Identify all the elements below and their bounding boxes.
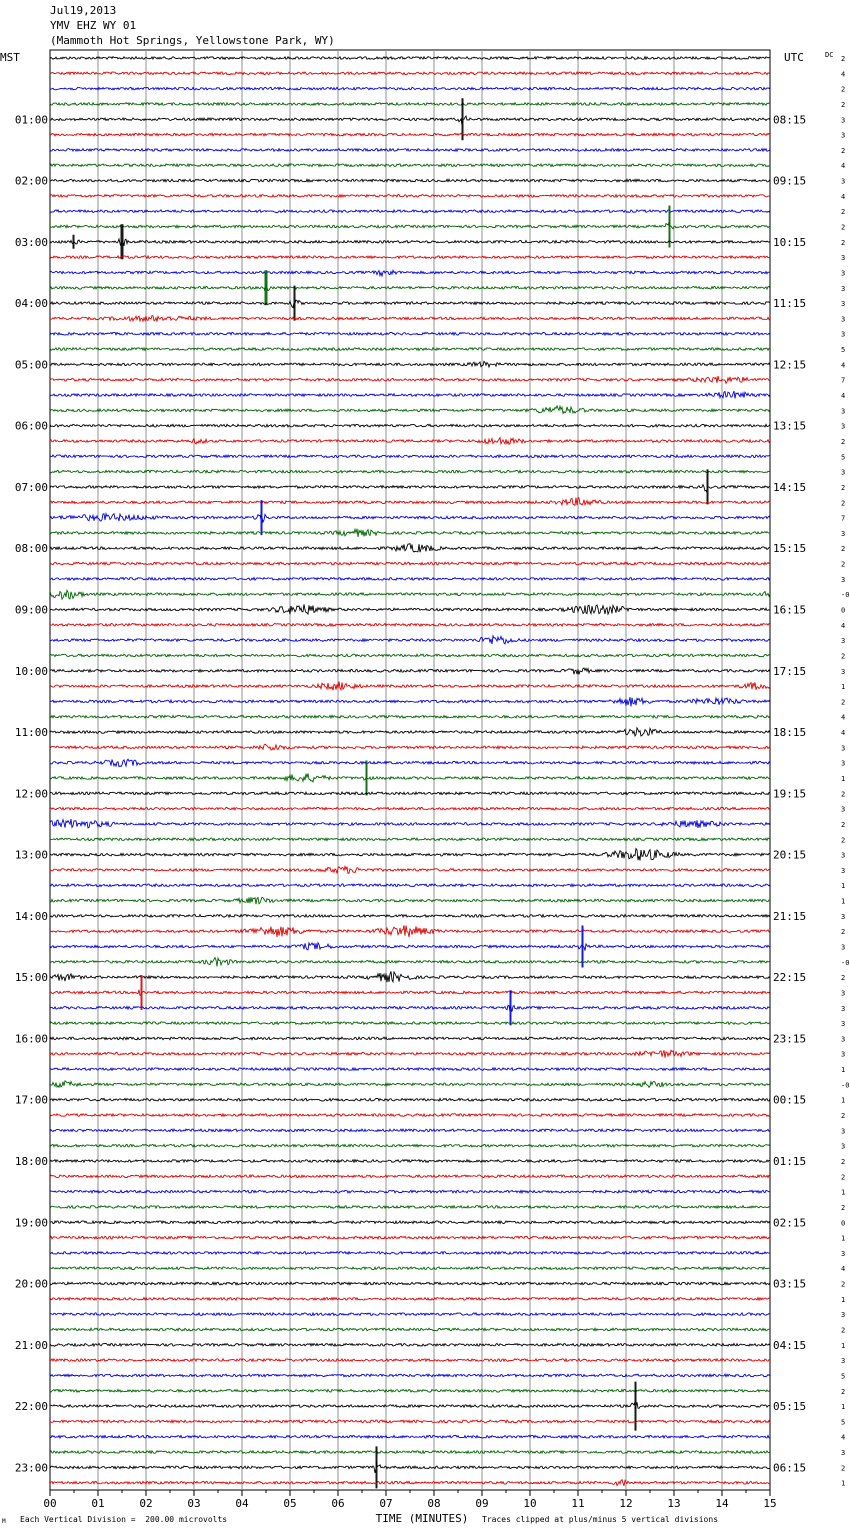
x-tick-label: 10: [523, 1497, 537, 1510]
x-tick-label: 14: [715, 1497, 729, 1510]
footer-mark: M: [2, 1518, 6, 1525]
right-hour-label: 17:15: [773, 664, 807, 678]
trace-line: [50, 1451, 770, 1454]
trace-line: [50, 1144, 770, 1147]
dc-offset-label: 3: [841, 300, 846, 309]
left-hour-label: 11:00: [14, 726, 48, 740]
trace-line: [50, 807, 770, 810]
trace-line: [50, 133, 770, 136]
dc-offset-label: 2: [841, 1280, 846, 1289]
trace-line: [50, 604, 770, 614]
trace-line: [50, 915, 770, 918]
dc-offset-label: 1: [841, 1295, 846, 1304]
left-hour-label: 07:00: [14, 480, 48, 494]
dc-offset-label: 2: [841, 100, 846, 109]
x-tick-label: 09: [475, 1497, 489, 1510]
dc-offset-label: 1: [841, 1096, 846, 1105]
dc-offset-label: 3: [841, 269, 846, 278]
x-tick-label: 02: [139, 1497, 153, 1510]
dc-header-label: DC: [825, 51, 834, 59]
left-hour-label: 15:00: [14, 971, 48, 985]
trace-line: [50, 179, 770, 182]
dc-offset-label: 2: [841, 223, 846, 232]
right-hour-label: 12:15: [773, 358, 807, 372]
dc-offset-label: 1: [841, 1403, 846, 1412]
dc-offset-label: 2: [841, 652, 846, 661]
left-hour-label: 09:00: [14, 603, 48, 617]
dc-offset-label: 4: [841, 70, 846, 79]
dc-offset-label: 3: [841, 468, 846, 477]
dc-offset-label: 2: [841, 1387, 846, 1396]
left-hour-label: 04:00: [14, 297, 48, 311]
trace-line: [50, 562, 770, 565]
dc-offset-label: 3: [841, 254, 846, 263]
trace-line: [50, 438, 770, 445]
trace-line: [50, 1175, 770, 1178]
dc-offset-label: 3: [841, 407, 846, 416]
dc-offset-label: 4: [841, 621, 846, 630]
right-hour-label: 20:15: [773, 848, 807, 862]
dc-offset-label: 3: [841, 1127, 846, 1136]
dc-offset-label: 2: [841, 560, 846, 569]
trace-line: [50, 498, 770, 506]
dc-offset-label: 4: [841, 361, 846, 370]
right-hour-label: 04:15: [773, 1338, 807, 1352]
dc-offset-label: 2: [841, 85, 846, 94]
x-tick-label: 06: [331, 1497, 345, 1510]
dc-offset-label: 4: [841, 729, 846, 738]
trace-line: [50, 1328, 770, 1331]
trace-line: [50, 1435, 770, 1438]
x-tick-label: 08: [427, 1497, 441, 1510]
x-axis-title: TIME (MINUTES): [375, 1512, 469, 1525]
dc-offset-label: 7: [841, 376, 846, 385]
dc-offset-label: 4: [841, 392, 846, 401]
trace-line: [50, 1359, 770, 1362]
dc-offset-label: 2: [841, 790, 846, 799]
chart-location: (Mammoth Hot Springs, Yellowstone Park, WY): [50, 34, 335, 47]
trace-line: [50, 87, 770, 90]
x-tick-label: 13: [667, 1497, 681, 1510]
trace-line: [50, 270, 770, 305]
left-hour-label: 12:00: [14, 787, 48, 801]
right-hour-label: 16:15: [773, 603, 807, 617]
right-hour-label: 14:15: [773, 480, 807, 494]
trace-line: [50, 958, 770, 967]
left-hour-label: 17:00: [14, 1093, 48, 1107]
x-tick-label: 11: [571, 1497, 585, 1510]
dc-offset-label: 1: [841, 897, 846, 906]
dc-offset-label: 3: [841, 177, 846, 186]
right-hour-label: 13:15: [773, 419, 807, 433]
right-hour-label: 00:15: [773, 1093, 807, 1107]
left-hour-label: 18:00: [14, 1154, 48, 1168]
dc-offset-label: 0: [841, 606, 846, 615]
trace-line: [50, 990, 770, 1025]
trace-line: [50, 1160, 770, 1163]
dc-offset-label: 2: [841, 1464, 846, 1473]
dc-offset-label: 1: [841, 683, 846, 692]
dc-offset-label: 3: [841, 989, 846, 998]
trace-line: [50, 1081, 770, 1088]
trace-line: [50, 715, 770, 718]
dc-offset-label: 3: [841, 1311, 846, 1320]
dc-offset-label: 3: [841, 1249, 846, 1258]
trace-line: [50, 1022, 770, 1025]
trace-line: [50, 728, 770, 736]
dc-offset-label: 3: [841, 637, 846, 646]
dc-offset-label: 2: [841, 55, 846, 63]
trace-line: [50, 1282, 770, 1285]
trace-line: [50, 1344, 770, 1347]
trace-line: [50, 544, 770, 553]
dc-offset-label: 3: [841, 1449, 846, 1458]
trace-line: [50, 529, 770, 537]
dc-offset-label: 2: [841, 545, 846, 554]
right-hour-label: 08:15: [773, 113, 807, 127]
dc-offset-label: 4: [841, 713, 846, 722]
left-hour-label: 03:00: [14, 235, 48, 249]
dc-offset-label: 5: [841, 1372, 846, 1381]
trace-line: [50, 1298, 770, 1301]
left-hour-label: 06:00: [14, 419, 48, 433]
dc-offset-label: 3: [841, 315, 846, 324]
x-tick-label: 15: [763, 1497, 777, 1510]
trace-line: [50, 1206, 770, 1209]
trace-line: [50, 654, 770, 657]
trace-line: [50, 103, 770, 106]
trace-line: [50, 1313, 770, 1316]
trace-line: [50, 348, 770, 351]
x-tick-label: 05: [283, 1497, 297, 1510]
trace-line: [50, 391, 770, 398]
trace-line: [50, 925, 770, 937]
trace-line: [50, 1480, 770, 1486]
dc-offset-label: 4: [841, 162, 846, 171]
left-hour-label: 08:00: [14, 542, 48, 556]
right-hour-label: 21:15: [773, 909, 807, 923]
dc-offset-label: 1: [841, 1479, 846, 1488]
trace-line: [50, 1190, 770, 1193]
right-hour-label: 22:15: [773, 971, 807, 985]
dc-offset-label: 5: [841, 1418, 846, 1427]
dc-offset-label: 2: [841, 1203, 846, 1212]
dc-offset-label: 4: [841, 1265, 846, 1274]
dc-offset-label: 3: [841, 744, 846, 753]
trace-line: [50, 1252, 770, 1255]
trace-line: [50, 376, 770, 383]
dc-offset-label: 2: [841, 1326, 846, 1335]
trace-line: [50, 1037, 770, 1040]
trace-line: [50, 578, 770, 581]
dc-offset-label: 1: [841, 882, 846, 891]
dc-offset-label: 2: [841, 499, 846, 508]
right-hour-label: 02:15: [773, 1216, 807, 1230]
dc-offset-label: 3: [841, 1142, 846, 1151]
dc-offset-label: 3: [841, 422, 846, 431]
dc-offset-label: 5: [841, 346, 846, 355]
dc-offset-label: 3: [841, 575, 846, 584]
trace-line: [50, 897, 770, 904]
trace-line: [50, 1129, 770, 1132]
right-hour-label: 11:15: [773, 297, 807, 311]
dc-offset-label: 3: [841, 1357, 846, 1366]
dc-offset-label: 3: [841, 1004, 846, 1013]
dc-offset-label: 3: [841, 912, 846, 921]
dc-offset-label: 2: [841, 146, 846, 155]
dc-offset-label: 3: [841, 529, 846, 538]
x-tick-label: 04: [235, 1497, 249, 1510]
dc-offset-label: 0: [841, 1219, 846, 1228]
x-tick-label: 07: [379, 1497, 393, 1510]
trace-line: [50, 149, 770, 152]
dc-offset-label: 2: [841, 1112, 846, 1121]
trace-line: [50, 636, 770, 644]
trace-line: [50, 668, 770, 674]
trace-line: [50, 744, 770, 750]
right-hour-label: 09:15: [773, 174, 807, 188]
trace-line: [50, 624, 770, 627]
trace-line: [50, 316, 770, 322]
chart-date: Jul19,2013: [50, 4, 117, 17]
dc-offset-label: -0: [841, 591, 850, 600]
right-hour-label: 05:15: [773, 1400, 807, 1414]
trace-line: [50, 792, 770, 795]
dc-offset-label: -0: [841, 1081, 850, 1090]
dc-offset-label: 3: [841, 943, 846, 952]
left-hour-label: 16:00: [14, 1032, 48, 1046]
x-tick-label: 12: [619, 1497, 633, 1510]
trace-line: [50, 72, 770, 75]
dc-offset-label: 1: [841, 1341, 846, 1350]
left-hour-label: 05:00: [14, 358, 48, 372]
right-hour-label: 01:15: [773, 1154, 807, 1168]
trace-line: [50, 469, 770, 504]
left-hour-label: 20:00: [14, 1277, 48, 1291]
dc-offset-label: 1: [841, 1066, 846, 1075]
trace-line: [50, 1114, 770, 1117]
trace-line: [50, 975, 770, 1010]
trace-line: [50, 470, 770, 473]
dc-offset-label: 2: [841, 820, 846, 829]
dc-offset-label: 3: [841, 667, 846, 676]
trace-line: [50, 682, 770, 691]
trace-line: [50, 361, 770, 367]
footer-clip-note: Traces clipped at plus/minus 5 vertical divisions: [482, 1515, 719, 1524]
trace-line: [50, 590, 770, 599]
trace-line: [50, 1374, 770, 1377]
trace-line: [50, 1221, 770, 1224]
left-hour-label: 14:00: [14, 909, 48, 923]
right-hour-label: 03:15: [773, 1277, 807, 1291]
dc-offset-label: 3: [841, 116, 846, 125]
dc-offset-label: 2: [841, 437, 846, 446]
trace-line: [50, 1236, 770, 1239]
dc-offset-label: 2: [841, 1157, 846, 1166]
trace-line: [50, 849, 770, 861]
trace-line: [50, 971, 770, 982]
dc-offset-label: 3: [841, 805, 846, 814]
trace-line: [50, 1050, 770, 1058]
trace-line: [50, 224, 770, 259]
trace-line: [50, 1420, 770, 1423]
trace-line: [50, 195, 770, 198]
x-tick-label: 00: [43, 1497, 57, 1510]
dc-offset-label: 2: [841, 1173, 846, 1182]
dc-offset-label: 3: [841, 866, 846, 875]
left-hour-label: 21:00: [14, 1338, 48, 1352]
dc-offset-label: 2: [841, 836, 846, 845]
trace-line: [50, 866, 770, 873]
trace-line: [50, 210, 770, 213]
left-hour-label: 02:00: [14, 174, 48, 188]
trace-line: [50, 256, 770, 259]
dc-offset-label: 4: [841, 192, 846, 201]
dc-offset-label: 3: [841, 1050, 846, 1059]
seismogram-traces: [50, 57, 770, 1489]
plot-frame: [50, 50, 770, 1490]
dc-offset-label: 2: [841, 238, 846, 247]
trace-line: [50, 1098, 770, 1101]
trace-line: [50, 270, 770, 276]
trace-line: [50, 1267, 770, 1270]
footer-scale-note: Each Vertical Division = 200.00 microvolts: [20, 1515, 228, 1524]
right-hour-label: 15:15: [773, 542, 807, 556]
trace-line: [50, 697, 770, 706]
plot-grid: [50, 50, 770, 1490]
x-tick-label: 03: [187, 1497, 201, 1510]
left-hour-label: 19:00: [14, 1216, 48, 1230]
dc-offset-label: 3: [841, 330, 846, 339]
dc-offset-label: 3: [841, 1035, 846, 1044]
dc-offset-label: 1: [841, 775, 846, 783]
left-hour-label: 01:00: [14, 113, 48, 127]
right-hour-label: 10:15: [773, 235, 807, 249]
dc-offset-label: -0: [841, 958, 850, 967]
trace-line: [50, 455, 770, 458]
trace-line: [50, 761, 770, 796]
dc-offset-label: 3: [841, 759, 846, 768]
trace-line: [50, 424, 770, 427]
dc-offset-label: 3: [841, 851, 846, 860]
trace-line: [50, 406, 770, 414]
trace-line: [50, 819, 770, 828]
dc-offset-label: 2: [841, 928, 846, 937]
dc-offset-label: 2: [841, 974, 846, 983]
left-hour-label: 22:00: [14, 1400, 48, 1414]
left-timezone-label: MST: [0, 51, 20, 64]
dc-offset-label: 1: [841, 1188, 846, 1197]
dc-offset-label: 1: [841, 1234, 846, 1243]
right-hour-label: 23:15: [773, 1032, 807, 1046]
chart-station: YMV EHZ WY 01: [50, 19, 137, 32]
dc-offset-label: 5: [841, 453, 846, 462]
right-hour-label: 19:15: [773, 787, 807, 801]
right-timezone-label: UTC: [784, 51, 804, 64]
trace-line: [50, 57, 770, 60]
right-hour-label: 06:15: [773, 1461, 807, 1475]
left-hour-label: 13:00: [14, 848, 48, 862]
left-hour-label: 10:00: [14, 664, 48, 678]
x-tick-label: 01: [91, 1497, 105, 1510]
trace-line: [50, 500, 770, 535]
trace-line: [50, 884, 770, 887]
dc-offset-label: 3: [841, 131, 846, 140]
dc-offset-label: 7: [841, 514, 846, 523]
trace-line: [50, 164, 770, 167]
dc-offset-label: 3: [841, 284, 846, 293]
trace-line: [50, 759, 770, 767]
dc-offset-label: 2: [841, 483, 846, 492]
trace-line: [50, 1068, 770, 1071]
trace-line: [50, 838, 770, 841]
left-hour-label: 23:00: [14, 1461, 48, 1475]
right-hour-label: 18:15: [773, 726, 807, 740]
dc-offset-label: 2: [841, 208, 846, 217]
trace-line: [50, 1390, 770, 1393]
trace-line: [50, 332, 770, 335]
dc-offset-label: 4: [841, 1433, 846, 1442]
dc-offset-label: 2: [841, 698, 846, 707]
trace-line: [50, 286, 770, 321]
dc-offset-label: 3: [841, 1020, 846, 1029]
